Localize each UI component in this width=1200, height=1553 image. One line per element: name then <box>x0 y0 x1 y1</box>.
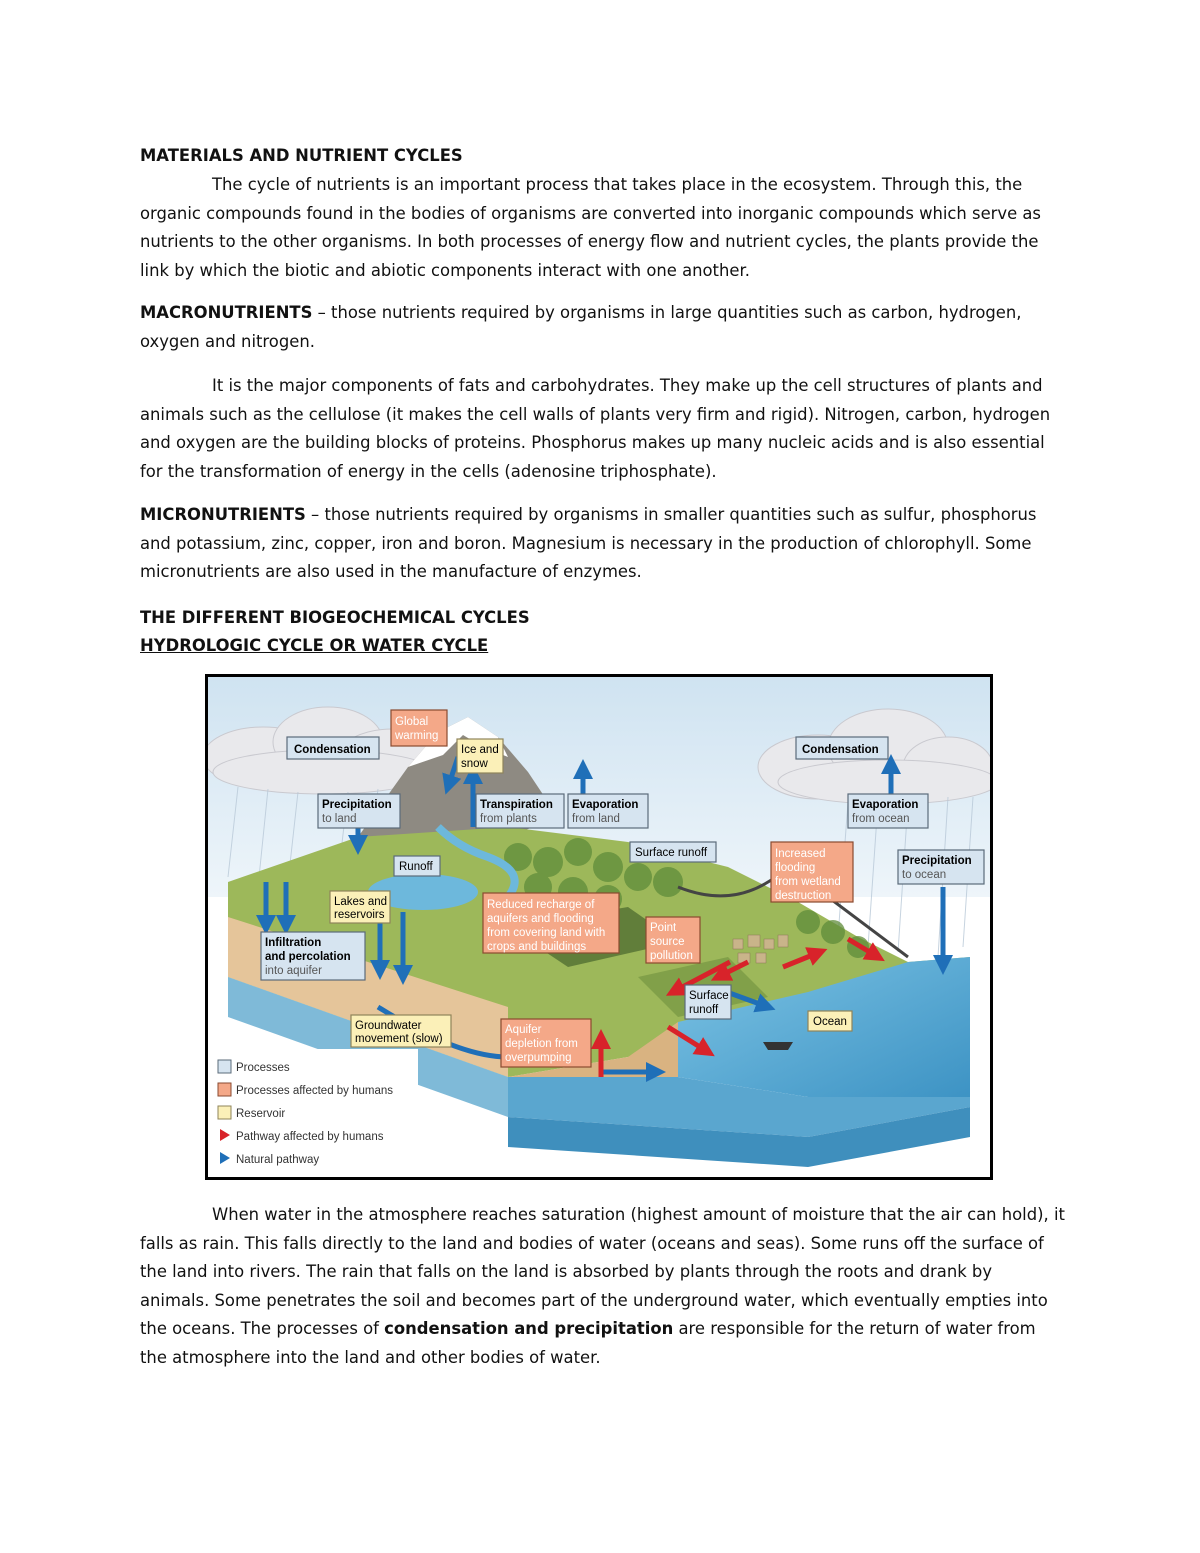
label-transpiration <box>476 794 564 828</box>
water-cycle-figure <box>205 674 993 1180</box>
evap-ocean-text-1: Evaporation <box>852 799 919 811</box>
evap-land-text-1: Evaporation <box>572 799 639 811</box>
global-warming-text-2: warming <box>395 730 439 742</box>
legend-item-reservoir <box>218 1106 285 1120</box>
point-source-text-1: Point <box>650 922 677 934</box>
legend-reservoir-text: Reservoir <box>236 1108 286 1120</box>
reduced-recharge-text-4: crops and buildings <box>487 941 587 953</box>
label-ocean <box>808 1011 852 1031</box>
ice-snow-text-1: Ice and <box>461 744 499 756</box>
label-evaporation-ocean <box>848 794 928 828</box>
precip-ocean-text-2: to ocean <box>902 869 947 881</box>
legend-item-human-pathway <box>220 1129 384 1143</box>
heading-nutrient-cycles: MATERIALS AND NUTRIENT CYCLES <box>140 146 463 165</box>
transpiration-text-2: from plants <box>480 813 537 825</box>
micronutrients-term: MICRONUTRIENTS <box>140 505 306 524</box>
label-surface-runoff-top <box>630 842 716 862</box>
micronutrients-paragraph <box>140 501 1065 587</box>
legend-natural-pathway-text: Natural pathway <box>236 1154 320 1166</box>
runoff-text: Runoff <box>399 861 433 873</box>
groundwater-text-2: movement (slow) <box>355 1033 443 1045</box>
precip-land-text-2: to land <box>322 813 357 825</box>
reduced-recharge-text-2: aquifers and flooding <box>487 913 594 925</box>
condensation-left-text: Condensation <box>294 744 371 756</box>
micronutrients-definition: – those nutrients required by organisms in smaller quantities such as sulfur, phosphorus and potassium, zinc, copper, iron and boron. Magnesium is necessary in the production of chlorophyll. Some micronutrients are also used in the manufacture of enzymes. <box>140 505 1037 581</box>
precip-ocean-text-1: Precipitation <box>902 855 972 867</box>
ocean-text: Ocean <box>813 1016 847 1028</box>
increased-flooding-text-4: destruction <box>775 890 832 902</box>
label-groundwater <box>351 1015 451 1047</box>
increased-flooding-text-3: from wetland <box>775 876 841 888</box>
lakes-text-2: reservoirs <box>334 909 385 921</box>
closing-text-part1: When water in the atmosphere reaches saturation (highest amount of moisture that the air can hold), it falls as rain. This falls directly to the land and bodies of water (oceans and seas). Some runs off the surface of the land into rivers. The rain that falls on the land is absorbed by plants through the roots and drank by animals. Some penetrates the soil and becomes part of the underground water, which eventually empties into the oceans. The processes of <box>140 1205 1065 1338</box>
surface-runoff-low-text-1: Surface <box>689 990 729 1002</box>
legend-item-processes <box>218 1060 290 1074</box>
label-aquifer-depletion <box>501 1019 591 1067</box>
ice-snow-text-2: snow <box>461 758 488 770</box>
lakes-text-1: Lakes and <box>334 896 388 908</box>
macronutrients-detail-paragraph: It is the major components of fats and carbohydrates. They make up the cell structures of plants and animals such as the cellulose (it makes the cell walls of plants very firm and rigid). Nitrogen, carbon, hydrogen and oxygen are the building blocks of proteins. Phosphorus makes up many nucleic acids and is also essential for the transformation of energy in the cells (adenosine triphosphate). <box>140 376 1051 481</box>
macronutrients-definition: – those nutrients required by organisms in large quantities such as carbon, hydrogen, oxygen and nitrogen. <box>140 303 1022 351</box>
label-reduced-recharge <box>483 893 619 953</box>
label-condensation-left <box>287 737 379 759</box>
label-surface-runoff-low <box>685 985 731 1019</box>
point-source-text-2: source <box>650 936 685 948</box>
increased-flooding-text-1: Increased <box>775 848 826 860</box>
heading-biogeochemical-cycles: THE DIFFERENT BIOGEOCHEMICAL CYCLES <box>140 608 530 627</box>
label-evaporation-land <box>568 794 648 828</box>
point-source-text-3: pollution <box>650 950 693 962</box>
label-precipitation-to-ocean <box>898 850 984 884</box>
precip-land-text-1: Precipitation <box>322 799 392 811</box>
surface-runoff-low-text-2: runoff <box>689 1004 719 1016</box>
intro-paragraph: The cycle of nutrients is an important process that takes place in the ecosystem. Through this, the organic compounds found in the bodies of organisms are converted into inorganic compounds which serve as nutrients to the other organisms. In both processes of energy flow and nutrient cycles, the plants provide the link by which the biotic and abiotic components interact with one another. <box>140 175 1041 280</box>
closing-text-part2: are responsible for the return of water from the atmosphere into the land and other bodies of water. <box>140 1319 1036 1367</box>
condensation-right-text: Condensation <box>802 744 879 756</box>
macronutrients-term: MACRONUTRIENTS <box>140 303 313 322</box>
heading-water-cycle: HYDROLOGIC CYCLE OR WATER CYCLE <box>140 636 489 655</box>
groundwater-text-1: Groundwater <box>355 1020 422 1032</box>
infiltration-text-2: and percolation <box>265 951 351 963</box>
label-point-source-pollution <box>646 917 700 963</box>
label-ice-snow <box>457 739 503 773</box>
label-condensation-right <box>796 737 888 759</box>
infiltration-text-1: Infiltration <box>265 937 322 949</box>
reduced-recharge-text-3: from covering land with <box>487 927 606 939</box>
label-runoff <box>394 856 440 876</box>
closing-text-bold: condensation and precipitation <box>384 1319 674 1338</box>
legend-processes-text: Processes <box>236 1062 290 1074</box>
aquifer-text-2: depletion from <box>505 1038 578 1050</box>
increased-flooding-text-2: flooding <box>775 862 816 874</box>
evap-ocean-text-2: from ocean <box>852 813 910 825</box>
label-global-warming <box>391 710 447 746</box>
label-lakes-reservoirs <box>330 891 390 923</box>
label-precipitation-to-land <box>318 794 400 828</box>
macronutrients-paragraph <box>140 299 1065 356</box>
water-cycle-diagram <box>208 677 990 1177</box>
reduced-recharge-text-1: Reduced recharge of <box>487 899 595 911</box>
surface-runoff-top-text: Surface runoff <box>635 847 708 859</box>
aquifer-text-1: Aquifer <box>505 1024 542 1036</box>
transpiration-text-1: Transpiration <box>480 799 553 811</box>
infiltration-text-3: into aquifer <box>265 965 322 977</box>
label-increased-flooding <box>771 842 853 902</box>
legend-human-processes-text: Processes affected by humans <box>236 1085 394 1097</box>
label-infiltration <box>261 932 365 980</box>
closing-paragraph <box>140 1201 1065 1372</box>
legend-item-human-processes <box>218 1083 393 1097</box>
ship <box>763 1042 793 1050</box>
evap-land-text-2: from land <box>572 813 620 825</box>
global-warming-text-1: Global <box>395 716 429 728</box>
legend-human-pathway-text: Pathway affected by humans <box>236 1131 384 1143</box>
aquifer-text-3: overpumping <box>505 1052 572 1064</box>
